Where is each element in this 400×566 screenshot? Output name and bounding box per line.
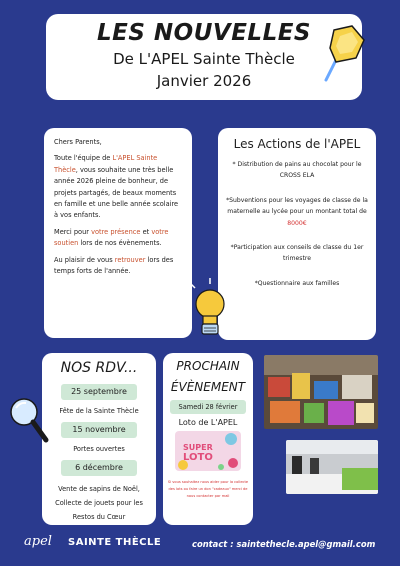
event-title-line-2: ÉVÈNEMENT — [170, 380, 246, 394]
header-card — [46, 14, 362, 100]
action-item-1: * Distribution de pains au chocolat pour le CROSS ELA — [232, 161, 362, 180]
action-item-2 — [218, 195, 376, 229]
letter-highlight: L'APEL Sainte Thècle — [54, 154, 158, 174]
letter-paragraph-1 — [54, 153, 182, 221]
rdv-description: Vente de sapins de Noël, Collecte de jouets pour les Restos du Cœur — [55, 485, 143, 521]
event-stand-photo — [286, 440, 378, 494]
loto-poster-text: SUPER — [183, 443, 213, 452]
event-card — [163, 353, 253, 525]
rdv-card — [42, 353, 156, 525]
apel-logo: apel — [24, 534, 52, 549]
newsletter-subtitle: De L'APEL Sainte Thècle — [113, 50, 295, 68]
letter-greeting: Chers Parents, — [54, 138, 102, 146]
action-text: *Subventions pour les voyages de classe de la maternelle au lycée pour un montant total de — [226, 196, 368, 216]
event-name: Loto de L'APEL — [178, 418, 238, 427]
actions-title: Les Actions de l'APEL — [233, 137, 361, 151]
actions-card — [218, 128, 376, 340]
letter-text: Toute l'équipe de — [54, 154, 113, 163]
letter-highlight: votre soutien — [54, 227, 169, 248]
letter-paragraph-3 — [54, 255, 182, 278]
rdv-description: Portes ouvertes — [73, 445, 125, 453]
pushpin-icon — [322, 22, 368, 82]
loto-poster-text: LOTO — [183, 452, 213, 463]
letter-paragraph-2 — [54, 227, 182, 250]
magnifier-icon — [8, 396, 50, 444]
letter-text: Au plaisir de vous — [54, 255, 115, 264]
school-name: SAINTE THÈCLE — [68, 537, 162, 548]
contact-email[interactable]: contact : saintethecle.apel@gmail.com — [192, 539, 376, 549]
event-title-line-1: PROCHAIN — [176, 359, 240, 373]
newsletter-date: Janvier 2026 — [156, 72, 252, 90]
loto-poster — [175, 431, 241, 471]
letter-highlight: retrouver — [114, 255, 146, 264]
toy-collection-photo — [264, 355, 378, 429]
rdv-date-pill: 15 novembre — [61, 422, 137, 438]
rdv-description: Fête de la Sainte Thècle — [59, 407, 139, 415]
rdv-date-pill: 6 décembre — [61, 460, 137, 476]
action-item-3: *Participation aux conseils de classe du 1er trimestre — [230, 244, 364, 263]
letter-text: lors de nos évènements. — [78, 239, 162, 248]
newsletter-title: LES NOUVELLES — [96, 20, 312, 46]
event-note: Si vous souhaitez nous aider pour la collecte des lots ou faire un don "cadeaux" merci de nous contacter par mail — [167, 480, 249, 498]
action-item-4: *Questionnaire aux familles — [254, 279, 340, 287]
letter-text: Merci pour — [54, 227, 92, 236]
letter-text: lors des temps forts de l'année. — [54, 255, 174, 276]
rdv-title: NOS RDV... — [60, 360, 138, 376]
lightbulb-icon — [185, 278, 235, 342]
letter-card — [44, 128, 192, 338]
letter-text: , vous souhaite une très belle année 2026 pleine de bonheur, de projets partagés, de beaux moments en famille et une belle année scolaire à vos enfants. — [54, 165, 179, 220]
letter-highlight: votre présence — [91, 227, 141, 236]
event-date-pill: Samedi 28 février — [170, 400, 246, 414]
subsidy-amount: 8000€ — [287, 219, 307, 227]
letter-text: et — [140, 227, 152, 236]
rdv-date-pill: 25 septembre — [61, 384, 137, 400]
